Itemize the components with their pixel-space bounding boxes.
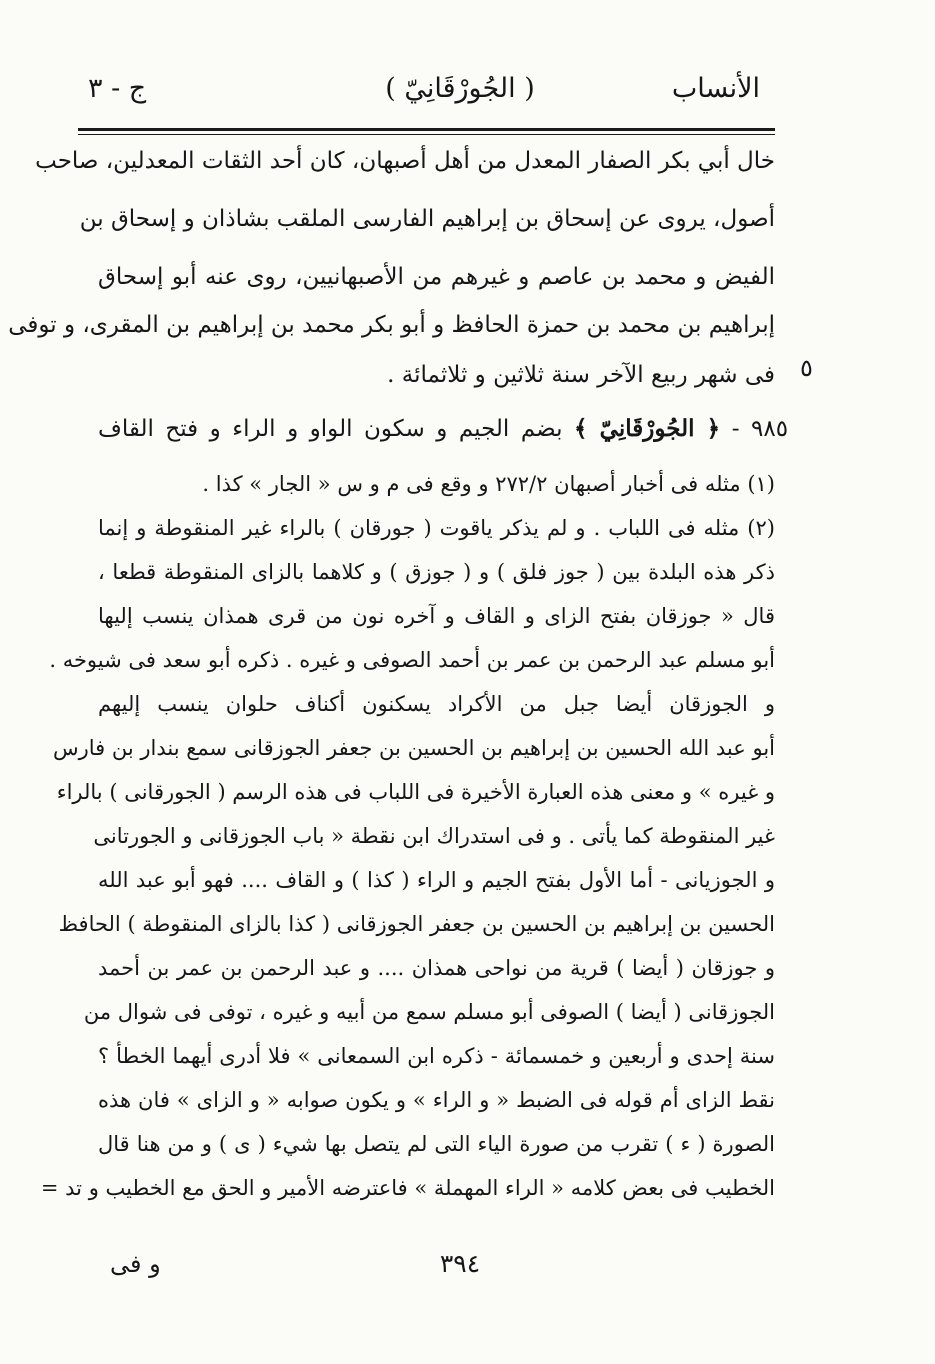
running-head-entry: ( الجُورْقَانِيّ ) [385, 73, 535, 104]
volume-label: ج - ٣ [88, 73, 147, 104]
footnote-line: و الجوزقان أيضا جبل من الأكراد يسكنون أكناف حلوان ينسب إليهم [98, 692, 775, 716]
footnote-line: (١) مثله فى أخبار أصبهان ٢٧٢/٢ و وقع فى م و س « الجار » كذا . [202, 472, 775, 496]
footnote-line: ذكر هذه البلدة بين ( جوز فلق ) و ( جوزق ) و كلاهما بالزاى المنقوطة قطعا ، [98, 560, 775, 584]
catchword: و فى [110, 1250, 161, 1278]
body-line: إبراهيم بن محمد بن حمزة الحافظ و أبو بكر محمد بن إبراهيم بن المقرى، و توفى [8, 312, 775, 338]
entry-number: ٩٨٥ [750, 416, 789, 442]
footnote-line: سنة إحدى و أربعين و خمسمائة - ذكره ابن السمعانى » فلا أدرى أيهما الخطأ ؟ [98, 1044, 775, 1068]
body-line: فى شهر ربيع الآخر سنة ثلاثين و ثلاثمائة . [387, 362, 775, 388]
footnote-line: و الجوزيانى - أما الأول بفتح الجيم و الراء ( كذا ) و القاف .... فهو أبو عبد الله [98, 868, 775, 892]
footnote-line: الجوزقانى ( أيضا ) الصوفى أبو مسلم سمع من أبيه و غيره ، توفى فى شوال من [83, 1000, 775, 1024]
entry-heading [98, 400, 788, 458]
body-line: الفيض و محمد بن عاصم و غيرهم من الأصبهانيين، روى عنه أبو إسحاق [98, 264, 775, 290]
footnote-line: قال « جوزقان بفتح الزاى و القاف و آخره نون من قرى همذان ينسب إليها [98, 604, 775, 628]
page-number: ٣٩٤ [439, 1249, 481, 1278]
entry-dash: - [731, 416, 740, 442]
footnote-line: و جوزقان ( أيضا ) قرية من نواحى همذان .... و عبد الرحمن بن عمر بن أحمد [98, 956, 775, 980]
running-head-title: الأنساب [671, 73, 760, 104]
footnote-line: الخطيب فى بعض كلامه « الراء المهملة » فاعترضه الأمير و الحق مع الخطيب و تد = [40, 1176, 775, 1200]
entry-title: ﴿ الجُورْقَانِيّ ﴾ [574, 415, 721, 442]
body-line: خال أبي بكر الصفار المعدل من أهل أصبهان، كان أحد الثقات المعدلين، صاحب [35, 148, 775, 174]
footnote-line: غير المنقوطة كما يأتى . و فى استدراك ابن نقطة « باب الجوزقانى و الجورتانى [93, 824, 775, 848]
line-number-marker: ٥ [800, 354, 813, 382]
footnote-line: (٢) مثله فى اللباب . و لم يذكر ياقوت ( جورقان ) بالراء غير المنقوطة و إنما [98, 516, 775, 540]
header-rule-thick [78, 128, 775, 131]
footnote-line: الحسين بن إبراهيم بن الحسين بن جعفر الجوزقانى ( كذا بالزاى المنقوطة ) الحافظ [58, 912, 775, 936]
footnote-line: الصورة ( ء ) تقرب من صورة الياء التى لم يتصل بها شيء ( ى ) و من هنا قال [98, 1132, 775, 1156]
footnote-line: أبو عبد الله الحسين بن إبراهيم بن الحسين بن جعفر الجوزقانى سمع بندار بن فارس [52, 736, 775, 760]
footnote-line: و غيره » و معنى هذه العبارة الأخيرة فى اللباب فى هذه الرسم ( الجورقانى ) بالراء [56, 780, 775, 804]
footnote-line: نقط الزاى أم قوله فى الضبط « و الراء » و يكون صوابه « و الزاى » فان هذه [98, 1088, 775, 1112]
footnote-line: أبو مسلم عبد الرحمن بن عمر بن أحمد الصوفى و غيره . ذكره أبو سعد فى شيوخه . [49, 648, 775, 672]
body-line: أصول، يروى عن إسحاق بن إبراهيم الفارسى الملقب بشاذان و إسحاق بن [79, 206, 775, 232]
entry-text: بضم الجيم و سكون الواو و الراء و فتح القاف [98, 416, 563, 442]
